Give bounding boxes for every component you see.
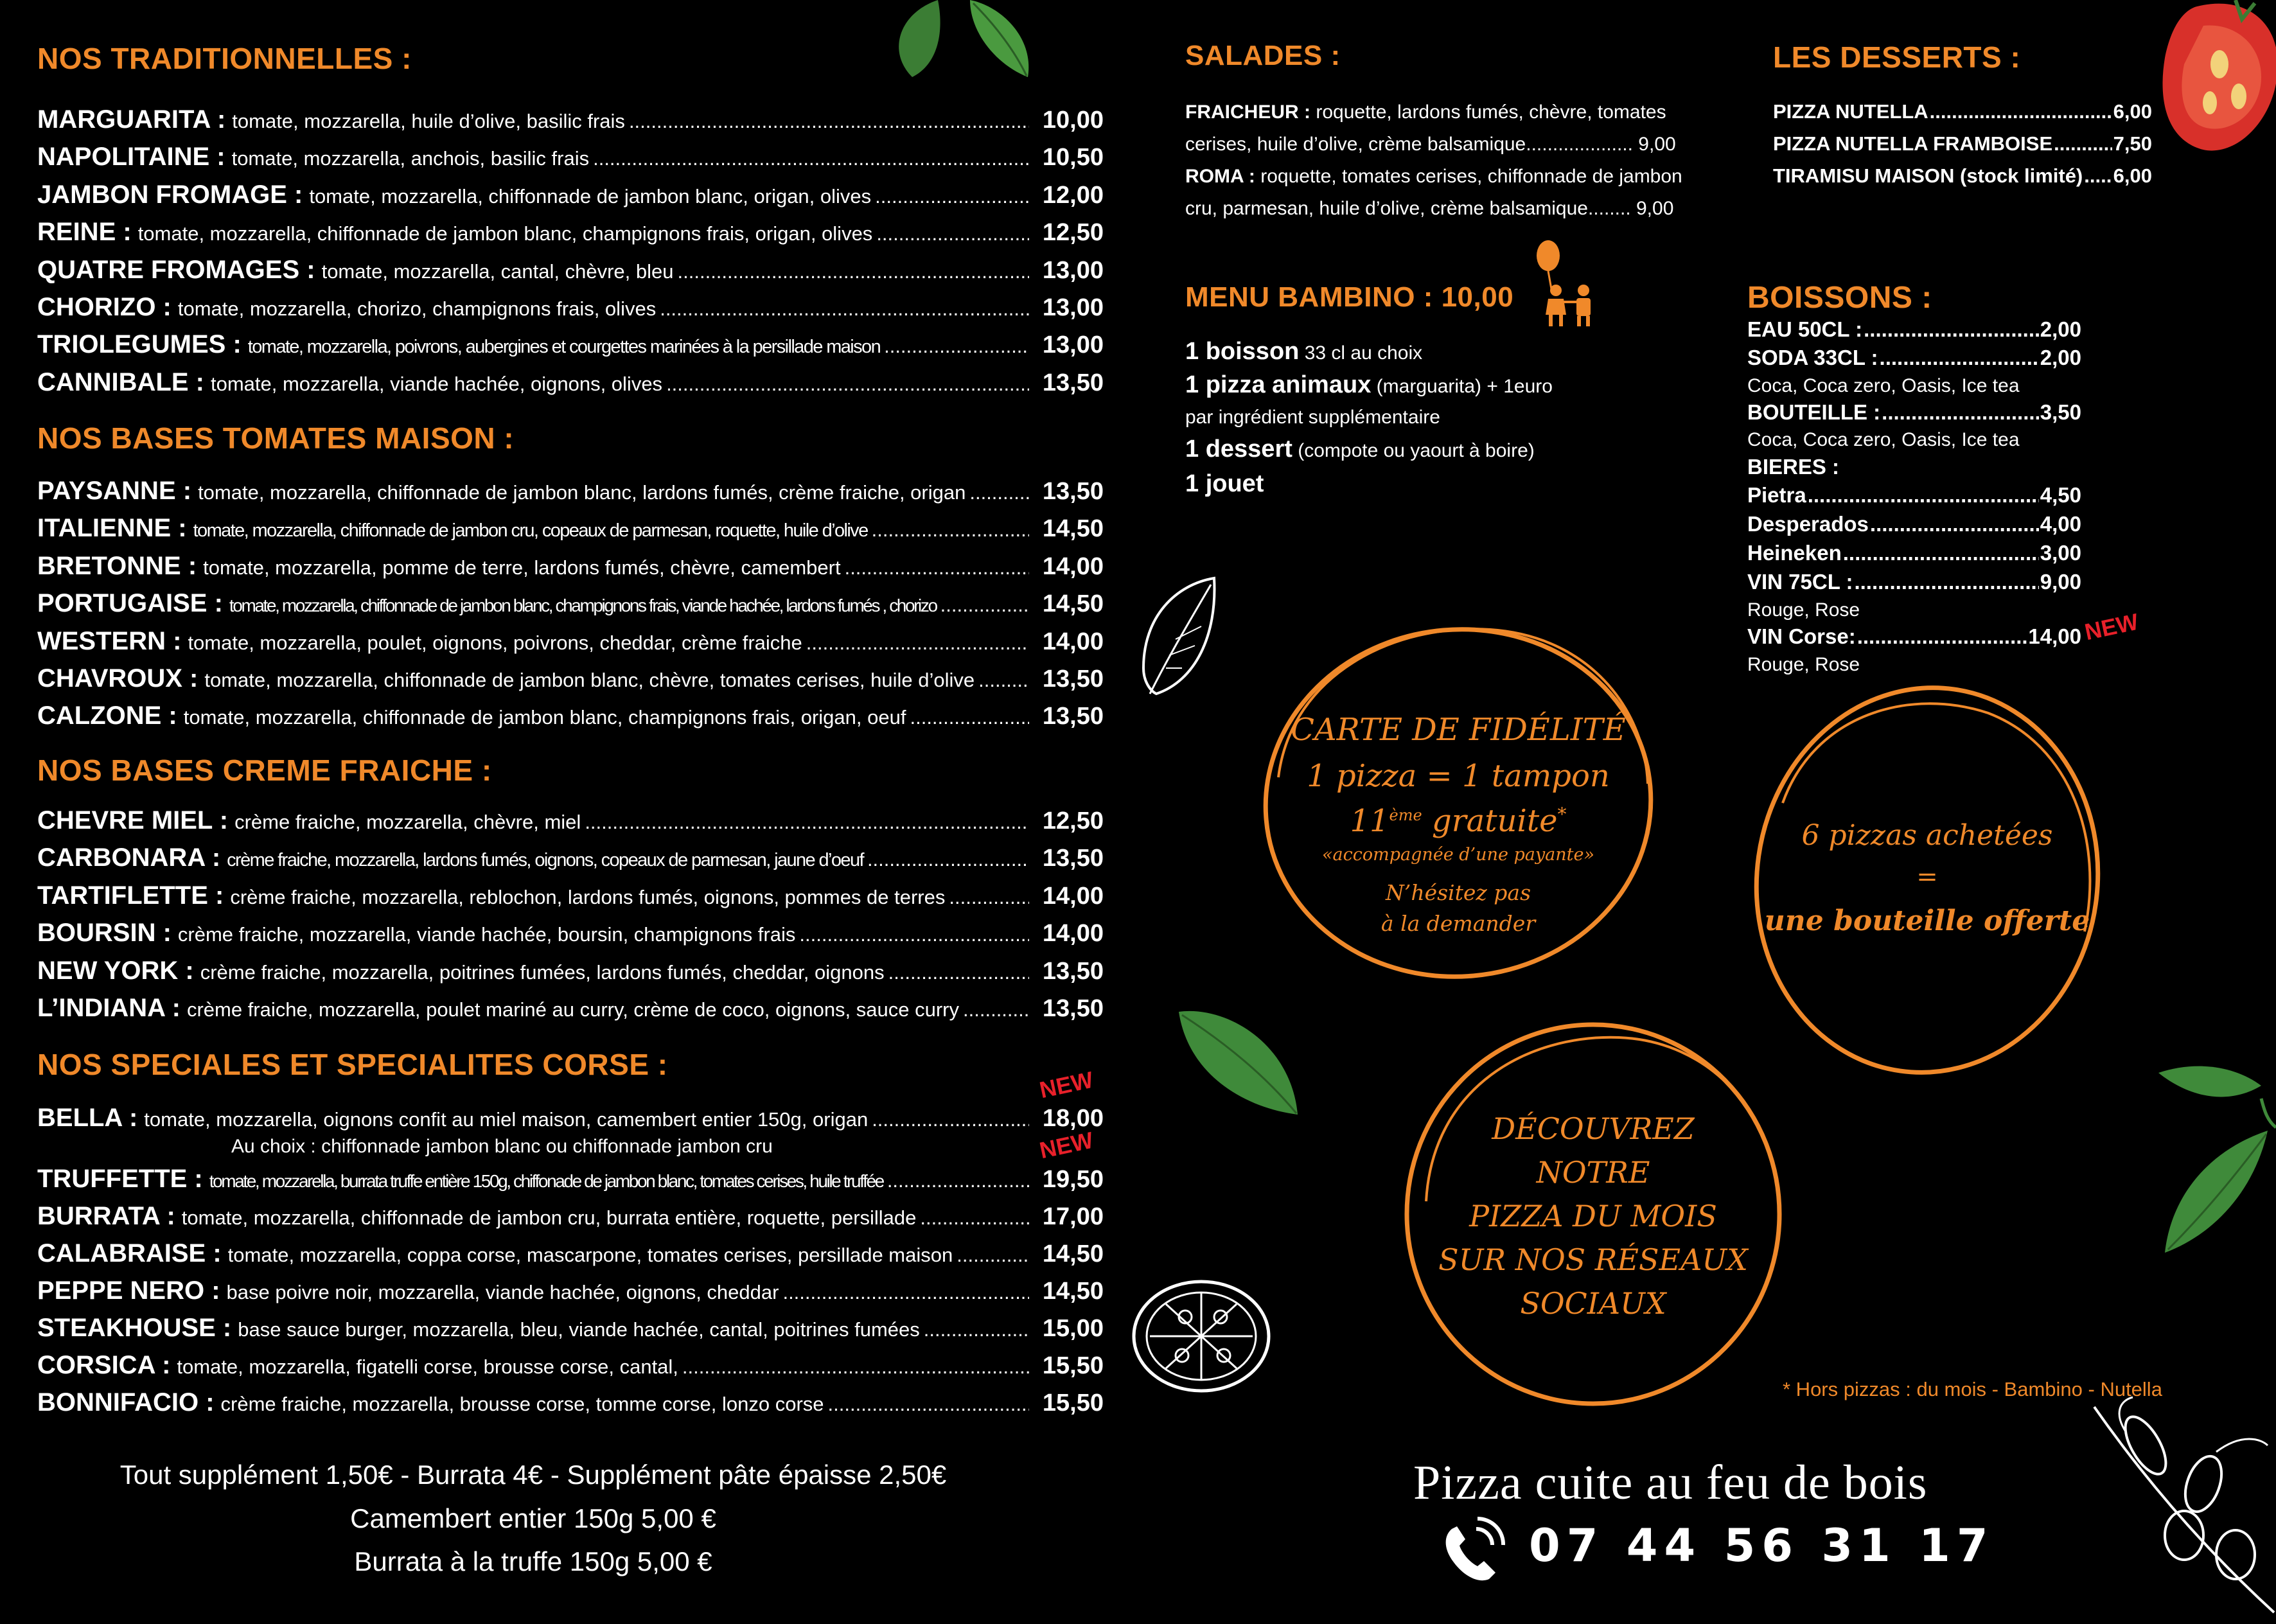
boisson-bouteille-note: Coca, Coca zero, Oasis, Ice tea [1747, 429, 2020, 450]
pizza-name: PORTUGAISE : [37, 589, 223, 618]
pizza-price: 12,50 [1042, 808, 1104, 834]
bambino-pizza-text: (marguarita) + 1euro [1376, 376, 1553, 397]
pizza-price: 14,00 [1042, 628, 1104, 655]
pizza-row [37, 589, 1104, 625]
boisson-vincorse-note: Rouge, Rose [1747, 654, 1860, 675]
pizza-price: 19,50 [1042, 1166, 1104, 1193]
pizza-name: CHAVROUX : [37, 664, 198, 693]
pizza-description: tomate, mozzarella, chiffonnade de jambon cru, burrata entière, roquette, persillade [181, 1206, 917, 1229]
supplements-line-3: Burrata à la truffe 150g 5,00 € [354, 1546, 712, 1576]
dot-leader [660, 297, 1029, 321]
pizza-row [37, 994, 1104, 1030]
pizza-name: BOURSIN : [37, 919, 172, 948]
fidelite-line2: 1 pizza = 1 tampon [1307, 758, 1610, 794]
pizza-description: tomate, mozzarella, chiffonnade de jambon cru, copeaux de parmesan, roquette, huile d’olive [193, 520, 868, 542]
pizza-name: JAMBON FROMAGE : [37, 180, 303, 209]
pizza-description: crème fraiche, mozzarella, viande hachée, boursin, champignons frais [177, 923, 796, 946]
pizza-row [37, 256, 1104, 292]
salade-roma: ROMA : roquette, tomates cerises, chiffonnade de jambon cru, parmesan, huile d’olive, crème balsamique........ 9,00 [1185, 166, 1682, 219]
pizza-price: 13,00 [1042, 331, 1104, 359]
pizza-mois-line2: NOTRE [1536, 1155, 1650, 1190]
boisson-bouteille: BOUTEILLE : ..... 3,50 [1747, 400, 2081, 428]
pizza-description: base sauce burger, mozzarella, bleu, viande hachée, cantal, poitrines fumées [238, 1318, 920, 1341]
bambino-dessert-text: (compote ou yaourt à boire) [1298, 440, 1535, 461]
dot-leader [910, 706, 1029, 729]
pizza-price: 13,50 [1042, 995, 1104, 1022]
bambino-title: MENU BAMBINO : 10,00 [1185, 281, 1514, 313]
pizza-row [37, 293, 1104, 329]
salade-roma-line1: roquette, tomates cerises, chiffonnade de jambon [1260, 166, 1682, 187]
dot-leader [887, 1169, 1029, 1192]
dot-leader [666, 373, 1029, 396]
new-badge-vincorse: NEW [2082, 608, 2141, 646]
supplements-line-2: Camembert entier 150g 5,00 € [350, 1503, 716, 1533]
pizza-name: TARTIFLETTE : [37, 881, 224, 910]
pizza-price: 13,50 [1042, 666, 1104, 693]
boisson-bieres-label: BIERES : [1747, 455, 1840, 479]
pizza-price: 17,00 [1042, 1203, 1104, 1230]
pizza-row [37, 514, 1104, 550]
pizza-price: 12,50 [1042, 219, 1104, 247]
bouteille-offer-line3: une bouteille offerte [1764, 905, 2090, 937]
pizza-row [37, 664, 1104, 700]
bambino-pizza-bold: 1 pizza animaux [1185, 371, 1372, 398]
bambino-jouet [1185, 470, 1264, 498]
pizza-price: 13,50 [1042, 369, 1104, 396]
pizza-row [37, 1351, 1104, 1387]
pizza-description: crème fraiche, mozzarella, reblochon, lardons fumés, oignons, pommes de terres [230, 885, 946, 908]
basil-leaves-top-decor [874, 0, 1066, 84]
pizza-description: tomate, mozzarella, coppa corse, mascarpone, tomates cerises, persillade maison [227, 1244, 953, 1266]
dot-leader [949, 886, 1029, 909]
boisson-vin75: VIN 75CL : ..... 9,00 [1747, 570, 2081, 598]
pizza-row [37, 368, 1104, 404]
pizza-description: crème fraiche, mozzarella, poitrines fumées, lardons fumés, cheddar, oignons [200, 960, 885, 984]
pizza-description: crème fraiche, mozzarella, lardons fumés, oignons, copeaux de parmesan, jaune d’oeuf [227, 850, 863, 871]
fidelite-line1: CARTE DE FIDÉLITÉ [1291, 712, 1626, 748]
boisson-soda: SODA 33CL : ..... 2,00 [1747, 346, 2081, 374]
pizza-price: 14,00 [1042, 552, 1104, 580]
pizza-name: WESTERN : [37, 626, 182, 655]
dessert-item: PIZZA NUTELLA FRAMBOISE ..... 7,50 [1773, 132, 2152, 162]
pizza-price: 14,00 [1042, 882, 1104, 910]
pizza-price: 10,50 [1042, 144, 1104, 172]
pizza-row [37, 702, 1104, 737]
pizza-mois-line4: SUR NOS RÉSEAUX [1438, 1242, 1748, 1277]
pizza-name: CORSICA : [37, 1351, 171, 1379]
pizza-description: tomate, mozzarella, chiffonnade de jambon blanc, champignons frais, viande hachée, lardons fumés , chorizo [229, 596, 937, 616]
dot-leader [782, 1281, 1029, 1304]
bambino-boisson-text: 33 cl au choix [1304, 342, 1423, 364]
pizza-row [37, 143, 1104, 179]
bambino-jouet-bold: 1 jouet [1185, 470, 1264, 497]
dot-leader [920, 1206, 1029, 1230]
pizza-row [37, 218, 1104, 254]
fidelite-line4: «accompagnée d’une payante» [1322, 845, 1594, 865]
pizza-name: BRETONNE : [37, 551, 197, 580]
pizza-mois-line1: DÉCOUVREZ [1492, 1111, 1695, 1146]
pizza-name: PAYSANNE : [37, 477, 192, 505]
pizza-description: tomate, mozzarella, viande hachée, oignons, olives [210, 372, 663, 395]
bouteille-offer-line1: 6 pizzas achetées [1801, 819, 2053, 852]
pizza-name: BONNIFACIO : [37, 1388, 215, 1417]
fidelite-line5: N’hésitez pas [1385, 880, 1531, 905]
dot-leader [872, 1108, 1029, 1131]
section-title-tomates: NOS BASES TOMATES MAISON : [37, 421, 515, 455]
section-title-traditionnelles: NOS TRADITIONNELLES : [37, 42, 412, 75]
fidelite-line6: à la demander [1381, 911, 1536, 936]
bambino-dessert [1185, 436, 1535, 463]
pizza-name: REINE : [37, 218, 132, 247]
pizza-row [37, 105, 1104, 141]
pizza-name: QUATRE FROMAGES : [37, 255, 315, 284]
pizza-description: tomate, mozzarella, burrata truffe entière 150g, chiffonade de jambon blanc, tomates cerises, huile truffée [209, 1171, 883, 1191]
pizza-price: 13,00 [1042, 256, 1104, 284]
pizza-description: tomate, mozzarella, chiffonnade de jambon blanc, champignons frais, origan, oeuf [183, 706, 906, 729]
pizza-row [37, 1202, 1104, 1238]
pizza-row [37, 1239, 1104, 1275]
salade-roma-price: 9,00 [1636, 198, 1674, 219]
pizza-row [37, 477, 1104, 513]
pizza-name: CHEVRE MIEL : [37, 806, 229, 834]
pizza-row [37, 806, 1104, 842]
bambino-pizza [1185, 371, 1553, 399]
dessert-item: PIZZA NUTELLA ..... 6,00 [1773, 100, 2152, 130]
pizza-description: tomate, mozzarella, chorizo, champignons frais, olives [177, 297, 657, 320]
pizza-price: 15,50 [1042, 1352, 1104, 1379]
dot-leader [593, 147, 1029, 170]
phone-number: 07 44 56 31 17 [1529, 1519, 1995, 1572]
pizza-name: STEAKHOUSE : [37, 1314, 232, 1342]
dot-leader [806, 631, 1029, 655]
pizza-mois-line3: PIZZA DU MOIS [1469, 1199, 1717, 1233]
balloon-kids-icon [1522, 238, 1606, 328]
dot-leader [875, 185, 1029, 208]
dot-leader [799, 923, 1029, 946]
new-badge-bella: NEW [1037, 1066, 1096, 1104]
pizza-row [37, 919, 1104, 955]
pizza-name: BELLA : [37, 1104, 138, 1132]
section-title-desserts: LES DESSERTS : [1773, 40, 2021, 74]
pizza-row [37, 330, 1104, 366]
pizza-name: CANNIBALE : [37, 367, 204, 396]
pizza-mois-line5: SOCIAUX [1520, 1286, 1666, 1321]
bambino-dessert-bold: 1 dessert [1185, 436, 1292, 463]
salade-fraicheur-line2: cerises, huile d’olive, crème balsamique [1185, 134, 1526, 155]
pizza-description: tomate, mozzarella, poivrons, aubergines et courgettes marinées à la persillade maison [247, 337, 881, 358]
pizza-row [37, 1104, 1104, 1140]
pizza-name: MARGUARITA : [37, 105, 226, 134]
pizza-description: tomate, mozzarella, chiffonnade de jambon blanc, lardons fumés, crème fraiche, origan [198, 481, 966, 504]
dot-leader [828, 1393, 1029, 1416]
pizza-name: TRUFFETTE : [37, 1165, 203, 1193]
pizza-row [37, 1314, 1104, 1350]
salade-fraicheur-line1: roquette, lardons fumés, chèvre, tomates [1316, 102, 1666, 123]
pizza-description: tomate, mozzarella, oignons confit au miel maison, camembert entier 150g, origan [144, 1108, 869, 1131]
pizza-price: 14,00 [1042, 920, 1104, 948]
pizza-price: 14,50 [1042, 1240, 1104, 1267]
section-title-salades: SALADES : [1185, 40, 1341, 71]
pizza-description: crème fraiche, mozzarella, poulet mariné au curry, crème de coco, oignons, sauce curry [186, 998, 960, 1021]
pizza-description: tomate, mozzarella, poulet, oignons, poivrons, cheddar, crème fraiche [188, 631, 802, 654]
dot-leader [682, 1355, 1029, 1379]
pizza-row [37, 627, 1104, 663]
pizza-description: base poivre noir, mozzarella, viande hachée, oignons, cheddar [226, 1281, 779, 1303]
pizza-description: tomate, mozzarella, chiffonnade de jambon blanc, champignons frais, origan, olives [137, 222, 873, 245]
footer-title: Pizza cuite au feu de bois [1413, 1456, 1928, 1510]
pizza-name: CARBONARA : [37, 843, 221, 872]
pizza-name: PEPPE NERO : [37, 1276, 220, 1305]
boisson-vin75-note: Rouge, Rose [1747, 599, 1860, 621]
pizza-description: tomate, mozzarella, pomme de terre, lardons fumés, chèvre, camembert [203, 556, 841, 579]
section-title-speciales: NOS SPECIALES ET SPECIALITES CORSE : [37, 1048, 668, 1081]
pizza-name: CALABRAISE : [37, 1239, 222, 1267]
phone-icon [1438, 1516, 1512, 1587]
bella-note: Au choix : chiffonnade jambon blanc ou chiffonnade jambon cru [231, 1136, 773, 1157]
dot-leader [867, 848, 1029, 871]
section-title-creme: NOS BASES CREME FRAICHE : [37, 754, 492, 787]
dot-leader [629, 110, 1029, 133]
pizza-description: tomate, mozzarella, chiffonnade de jambon blanc, origan, olives [309, 184, 872, 207]
dot-leader [969, 481, 1029, 504]
pizza-price: 10,00 [1042, 107, 1104, 134]
pizza-description: tomate, mozzarella, figatelli corse, brousse corse, cantal, [177, 1355, 678, 1378]
pizza-price: 14,50 [1042, 1278, 1104, 1305]
pizza-description: crème fraiche, mozzarella, chèvre, miel [234, 811, 581, 833]
dot-leader [678, 260, 1029, 283]
pizza-name: L’INDIANA : [37, 994, 181, 1022]
pizza-row [37, 181, 1104, 216]
dot-leader [957, 1244, 1029, 1267]
pizza-description: tomate, mozzarella, huile d’olive, basilic frais [232, 110, 625, 132]
new-badge-truffette: NEW [1037, 1126, 1096, 1164]
pizza-name: CALZONE : [37, 702, 177, 730]
pizza-price: 15,50 [1042, 1390, 1104, 1417]
pizza-name: CHORIZO : [37, 293, 172, 321]
pizza-price: 12,00 [1042, 181, 1104, 209]
salade-roma-line2: cru, parmesan, huile d’olive, crème balsamique [1185, 198, 1588, 219]
fidelite-line3: 11ème gratuite* [1350, 803, 1567, 839]
boisson-eau: EAU 50CL : ..... 2,00 [1747, 317, 2081, 346]
dot-leader [963, 998, 1029, 1021]
boisson-pietra: Pietra ..... 4,50 [1747, 483, 2081, 511]
pizza-row [37, 843, 1104, 879]
pizza-description: crème fraiche, mozzarella, brousse corse, tomme corse, lonzo corse [220, 1393, 824, 1415]
salade-fraicheur-price: 9,00 [1638, 134, 1676, 155]
bouteille-offer-line2: = [1916, 862, 1938, 892]
dot-leader [585, 811, 1029, 834]
dot-leader [872, 518, 1029, 542]
pizza-price: 13,50 [1042, 845, 1104, 872]
pizza-description: tomate, mozzarella, anchois, basilic frais [231, 147, 590, 170]
dot-leader [876, 222, 1029, 245]
pizza-price: 13,50 [1042, 957, 1104, 985]
boisson-heineken: Heineken ..... 3,00 [1747, 541, 2081, 569]
pizza-price: 14,50 [1042, 515, 1104, 543]
pizza-row [37, 1388, 1104, 1424]
salade-fraicheur: FRAICHEUR : roquette, lardons fumés, chèvre, tomates cerises, huile d’olive, crème balsamique.................... 9,00 [1185, 102, 1676, 155]
salade-fraicheur-name: FRAICHEUR : [1185, 102, 1310, 123]
hors-pizzas-note: * Hors pizzas : du mois - Bambino - Nutella [1783, 1378, 2162, 1400]
dessert-item: TIRAMISU MAISON (stock limité) ..... 6,00 [1773, 164, 2152, 194]
pizza-row [37, 552, 1104, 588]
supplements-line-1: Tout supplément 1,50€ - Burrata 4€ - Supplément pâte épaisse 2,50€ [119, 1460, 947, 1490]
pizza-name: BURRATA : [37, 1202, 175, 1230]
pizza-price: 13,00 [1042, 294, 1104, 321]
olive-branch-icon [2088, 1394, 2276, 1624]
pizza-row [37, 1165, 1104, 1201]
pizza-row [37, 1276, 1104, 1312]
pizza-row [37, 881, 1104, 917]
basil-leaves-right-decor [2152, 1060, 2276, 1266]
pizza-price: 13,50 [1042, 703, 1104, 730]
section-title-boissons: BOISSONS : [1747, 281, 1932, 315]
dot-leader [940, 594, 1029, 617]
pizza-drawing-icon [1124, 1272, 1278, 1400]
pizza-price: 14,50 [1042, 590, 1104, 618]
pizza-price: 18,00 [1042, 1105, 1104, 1132]
dot-leader [884, 335, 1029, 358]
dot-leader [845, 556, 1029, 579]
dot-leader [924, 1318, 1029, 1341]
pizza-description: tomate, mozzarella, chiffonnade de jambon blanc, chèvre, tomates cerises, huile d’olive [204, 669, 975, 691]
pizza-name: NAPOLITAINE : [37, 143, 225, 172]
leaf-outline-icon [1137, 572, 1221, 700]
dot-leader [888, 961, 1029, 984]
salade-roma-name: ROMA : [1185, 166, 1255, 187]
pizza-price: 13,50 [1042, 478, 1104, 505]
dot-leader [978, 669, 1029, 692]
pizza-name: TRIOLEGUMES : [37, 330, 242, 359]
boisson-vincorse: VIN Corse: ..... 14,00 [1747, 624, 2081, 653]
basil-leaf-middle-decor [1176, 1005, 1304, 1121]
boisson-desperados: Desperados ..... 4,00 [1747, 512, 2081, 540]
pizza-name: NEW YORK : [37, 956, 194, 985]
pizza-description: tomate, mozzarella, cantal, chèvre, bleu [321, 260, 674, 283]
boisson-soda-note: Coca, Coca zero, Oasis, Ice tea [1747, 375, 2020, 396]
pizza-name: ITALIENNE : [37, 514, 187, 543]
bambino-boisson-bold: 1 boisson [1185, 338, 1300, 365]
pizza-price: 15,00 [1042, 1315, 1104, 1342]
tomato-slice-decor [2158, 0, 2276, 161]
bambino-pizza-2: par ingrédient supplémentaire [1185, 407, 1440, 428]
bambino-boisson [1185, 338, 1422, 366]
pizza-row [37, 957, 1104, 993]
